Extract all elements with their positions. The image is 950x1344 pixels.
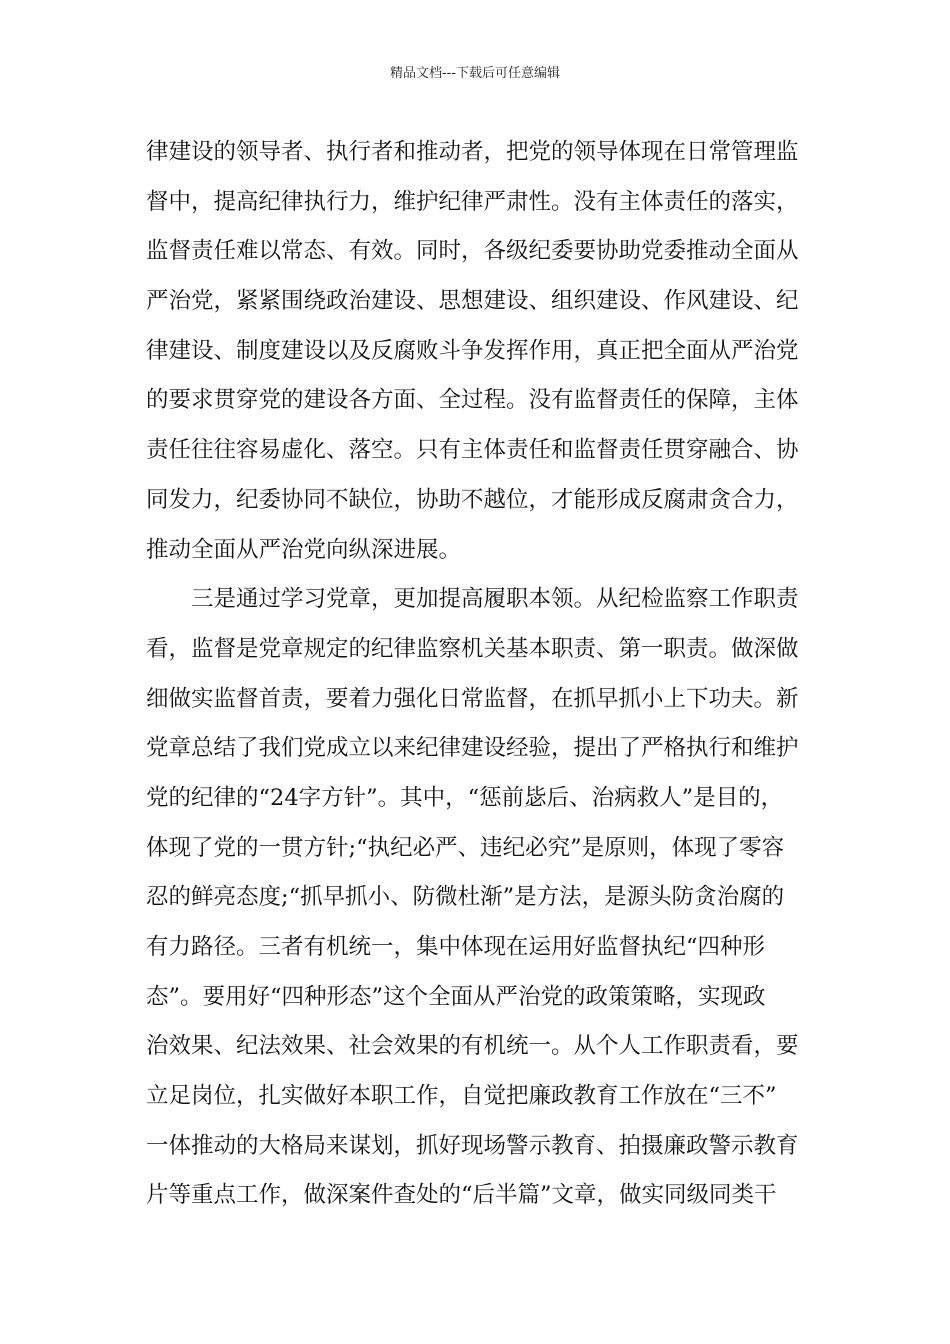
text-line: 治效果、纪法效果、社会效果的有机统一。从个人工作职责看，要 <box>146 1033 799 1060</box>
document-body <box>146 128 826 1221</box>
text-line: 一体推动的大格局来谋划，抓好现场警示教育、拍摄廉政警示教育 <box>146 1132 799 1159</box>
text-line: 严治党，紧紧围绕政治建设、思想建设、组织建设、作风建设、纪 <box>146 288 799 315</box>
text-line: 监督责任难以常态、有效。同时，各级纪委要协助党委推动全面从 <box>146 238 799 265</box>
text-line: 立足岗位，扎实做好本职工作，自觉把廉政教育工作放在“三不” <box>146 1083 777 1110</box>
text-line: 忍的鲜亮态度;“抓早抓小、防微杜渐”是方法，是源头防贪治腐的 <box>146 884 785 911</box>
text-line: 的要求贯穿党的建设各方面、全过程。没有监督责任的保障，主体 <box>146 387 799 414</box>
text-line: 责任往往容易虚化、落空。只有主体责任和监督责任贯穿融合、协 <box>146 437 799 464</box>
text-line: 看，监督是党章规定的纪律监察机关基本职责、第一职责。做深做 <box>146 635 799 662</box>
text-line: 党的纪律的“24字方针”。其中，“惩前毖后、治病救人”是目的， <box>146 784 784 811</box>
paragraph-start-line: 三是通过学习党章，更加提高履职本领。从纪检监察工作职责 <box>191 586 799 613</box>
text-line: 督中，提高纪律执行力，维护纪律严肃性。没有主体责任的落实， <box>146 188 799 215</box>
text-line: 有力路径。三者有机统一，集中体现在运用好监督执纪“四种形 <box>146 934 766 960</box>
text-line: 律建设的领导者、执行者和推动者，把党的领导体现在日常管理监 <box>146 139 799 165</box>
text-line: 态”。要用好“四种形态”这个全面从严治党的政策策略，实现政 <box>146 983 766 1010</box>
text-line: 同发力，纪委协同不缺位，协助不越位，才能形成反腐肃贪合力， <box>146 486 799 513</box>
text-line: 体现了党的一贯方针;“执纪必严、违纪必究”是原则，体现了零容 <box>146 834 785 861</box>
text-line: 推动全面从严治党向纵深进展。 <box>146 536 462 563</box>
text-line: 片等重点工作，做深案件查处的“后半篇”文章，做实同级同类干 <box>146 1182 777 1209</box>
page-header: 精品文档---下载后可任意编辑 <box>389 66 561 81</box>
text-line: 细做实监督首责，要着力强化日常监督，在抓早抓小上下功夫。新 <box>146 685 799 712</box>
text-line: 律建设、制度建设以及反腐败斗争发挥作用，真正把全面从严治党 <box>146 337 799 364</box>
text-line: 党章总结了我们党成立以来纪律建设经验，提出了严格执行和维护 <box>146 735 799 762</box>
